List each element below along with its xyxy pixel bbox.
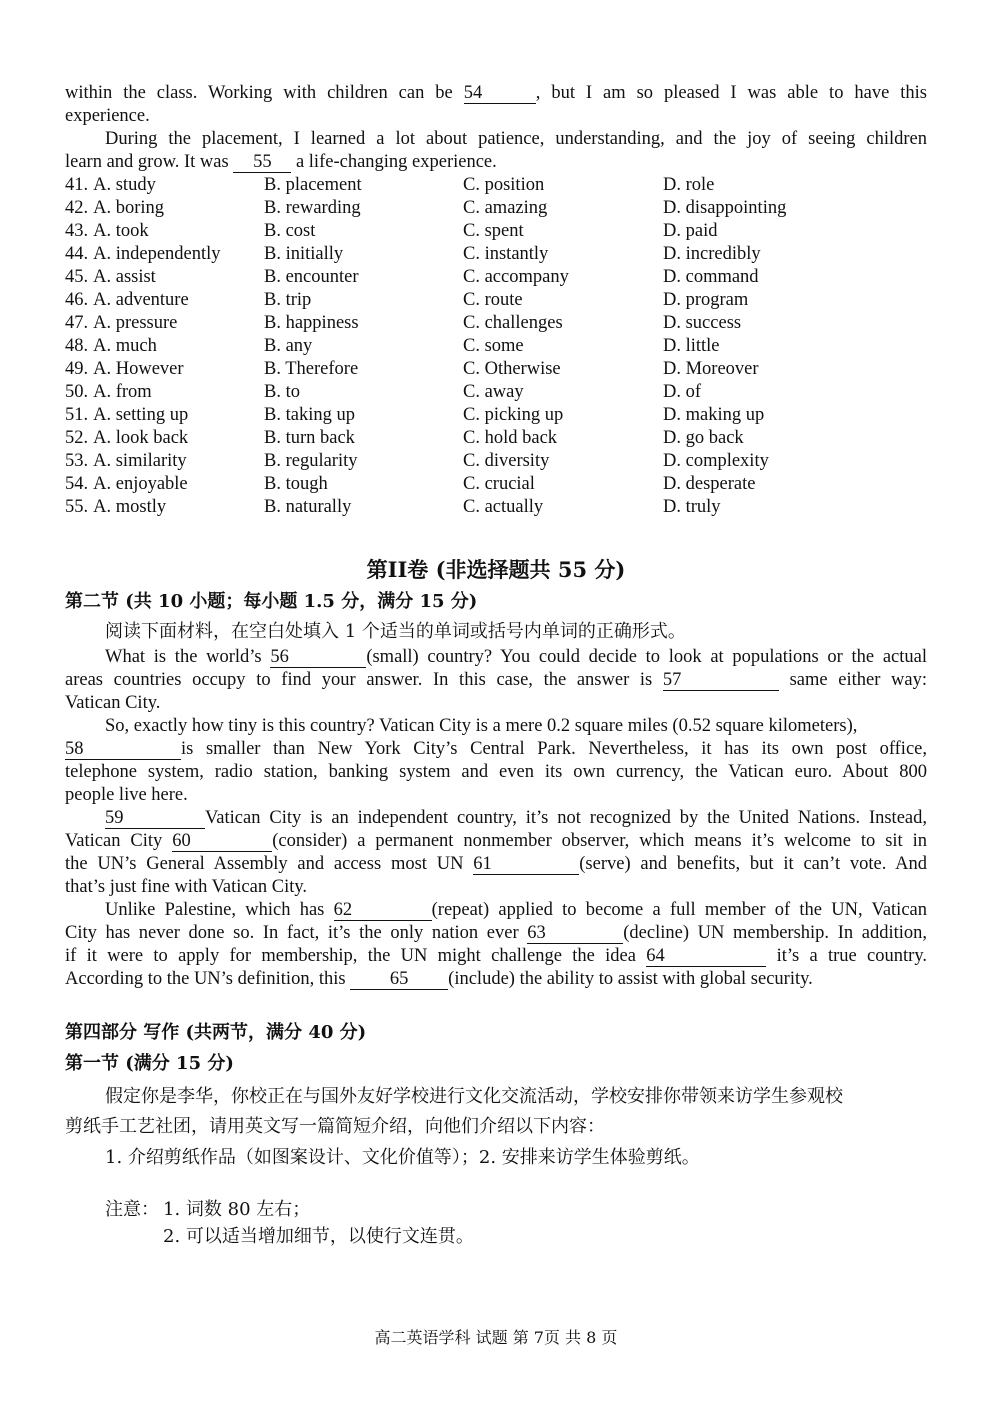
option-row xyxy=(65,450,927,473)
grammar-p4-line-4 xyxy=(65,968,927,991)
option-c: C. hold back xyxy=(463,428,558,448)
option-b: B. any xyxy=(264,336,313,356)
option-a-text: A. enjoyable xyxy=(93,474,188,494)
text-segment: the UN’s General Assembly and access most UN xyxy=(65,854,464,874)
option-row xyxy=(65,220,927,243)
option-d: D. disappointing xyxy=(663,198,787,218)
blank-57: 57 xyxy=(663,671,779,691)
option-d: D. paid xyxy=(663,221,718,241)
option-c: C. actually xyxy=(463,497,544,517)
option-d: D. program xyxy=(663,290,749,310)
text-segment: areas countries occupy to find your answer. In this case, the answer is xyxy=(65,670,653,690)
question-number: 54. xyxy=(65,474,89,494)
option-d: D. complexity xyxy=(663,451,769,471)
note-label: 注意： xyxy=(105,1199,159,1220)
text-segment: , but I am so pleased I was able to have this xyxy=(535,83,928,103)
grammar-p3-line-2 xyxy=(65,830,927,853)
option-a xyxy=(65,243,221,266)
text-segment: a life-changing experience. xyxy=(295,152,497,172)
text-segment: (consider) a permanent nonmember observer, which means it’s welcome to sit in xyxy=(272,831,928,851)
option-b: B. cost xyxy=(264,221,316,241)
option-a-text: A. from xyxy=(93,382,152,402)
blank-60: 60 xyxy=(172,832,272,852)
option-c: C. amazing xyxy=(463,198,548,218)
option-a-text: A. took xyxy=(93,221,149,241)
option-a-text: A. adventure xyxy=(93,290,189,310)
grammar-p2-line-4: people live here. xyxy=(65,785,188,805)
option-row xyxy=(65,496,927,519)
option-a-text: A. much xyxy=(93,336,157,356)
option-c: C. instantly xyxy=(463,244,549,264)
section2-heading: 第二节 (共 10 小题；每小题 1.5 分，满分 15 分) xyxy=(65,591,478,612)
option-b: B. encounter xyxy=(264,267,359,287)
option-row xyxy=(65,404,927,427)
option-d: D. little xyxy=(663,336,720,356)
option-a-text: A. However xyxy=(93,359,184,379)
text-segment: What is the world’s xyxy=(105,647,262,667)
option-a-text: A. study xyxy=(93,175,156,195)
option-b: B. turn back xyxy=(264,428,355,448)
option-d: D. Moreover xyxy=(663,359,759,379)
blank-63: 63 xyxy=(527,924,623,944)
option-a-text: A. boring xyxy=(93,198,165,218)
option-a xyxy=(65,312,177,335)
option-c: C. accompany xyxy=(463,267,569,287)
text-segment: According to the UN’s definition, this xyxy=(65,969,346,989)
grammar-p3-line-3 xyxy=(65,853,927,876)
blank-54: 54 xyxy=(464,84,536,104)
grammar-p4-line-3 xyxy=(65,945,927,968)
option-b: B. placement xyxy=(264,175,362,195)
option-b: B. to xyxy=(264,382,300,402)
cloze-line-3: During the placement, I learned a lot about patience, understanding, and the joy of seeing children xyxy=(105,129,927,149)
option-a xyxy=(65,266,156,289)
grammar-p2-line-2 xyxy=(65,738,927,761)
option-c: C. route xyxy=(463,290,523,310)
option-a-text: A. mostly xyxy=(93,497,167,517)
text-segment: (small) country? You could decide to look at populations or the actual xyxy=(366,647,927,667)
question-number: 45. xyxy=(65,267,89,287)
text-segment: is smaller than New York City’s Central Park. Nevertheless, it has its own post office, xyxy=(181,739,927,759)
grammar-p2-line-3: telephone system, radio station, banking system and even its own currency, the Vatican euro. About 800 xyxy=(65,762,927,782)
cloze-line-1 xyxy=(65,82,927,105)
question-number: 44. xyxy=(65,244,89,264)
option-a-text: A. similarity xyxy=(93,451,187,471)
writing-prompt-line-1: 假定你是李华，你校正在与国外友好学校进行文化交流活动，学校安排你带领来访学生参观校 xyxy=(105,1086,843,1107)
grammar-p4-line-1 xyxy=(105,899,927,922)
option-row xyxy=(65,289,927,312)
text-segment: learn and grow. It was xyxy=(65,152,229,172)
question-number: 51. xyxy=(65,405,89,425)
option-a xyxy=(65,450,187,473)
text-segment: (repeat) applied to become a full member of the UN, Vatican xyxy=(431,900,927,920)
option-b: B. naturally xyxy=(264,497,352,517)
option-b: B. happiness xyxy=(264,313,359,333)
option-row xyxy=(65,243,927,266)
option-d: D. of xyxy=(663,382,702,402)
option-d: D. making up xyxy=(663,405,765,425)
option-c: C. away xyxy=(463,382,524,402)
option-b: B. Therefore xyxy=(264,359,359,379)
option-d: D. success xyxy=(663,313,742,333)
grammar-p1-line-1 xyxy=(105,646,927,669)
option-c: C. some xyxy=(463,336,524,356)
question-number: 47. xyxy=(65,313,89,333)
blank-65: 65 xyxy=(350,970,448,990)
option-c: C. spent xyxy=(463,221,524,241)
option-row xyxy=(65,174,927,197)
blank-64: 64 xyxy=(646,947,766,967)
note-item-1: 1. 词数 80 左右； xyxy=(163,1199,311,1220)
option-d: D. truly xyxy=(663,497,721,517)
option-a-text: A. look back xyxy=(93,428,189,448)
grammar-p2-line-1: So, exactly how tiny is this country? Vatican City is a mere 0.2 square miles (0.52 square kilometers), xyxy=(105,716,858,736)
option-c: C. challenges xyxy=(463,313,563,333)
option-a xyxy=(65,381,152,404)
option-a xyxy=(65,496,166,519)
option-d: D. role xyxy=(663,175,715,195)
grammar-p4-line-2 xyxy=(65,922,927,945)
text-segment: if it were to apply for membership, the UN might challenge the idea xyxy=(65,946,636,966)
option-c: C. position xyxy=(463,175,545,195)
option-c: C. picking up xyxy=(463,405,564,425)
blank-59: 59 xyxy=(105,809,205,829)
cloze-line-4 xyxy=(65,151,927,174)
blank-62: 62 xyxy=(334,901,432,921)
grammar-p1-line-3: Vatican City. xyxy=(65,693,161,713)
question-number: 42. xyxy=(65,198,89,218)
writing-prompt-line-3: 1. 介绍剪纸作品（如图案设计、文化价值等）；2. 安排来访学生体验剪纸。 xyxy=(105,1147,700,1168)
question-number: 41. xyxy=(65,175,89,195)
option-row xyxy=(65,358,927,381)
option-a-text: A. assist xyxy=(93,267,156,287)
option-c: C. Otherwise xyxy=(463,359,561,379)
option-a xyxy=(65,197,164,220)
option-a xyxy=(65,404,188,427)
text-segment: Vatican City xyxy=(65,831,163,851)
option-a-text: A. pressure xyxy=(93,313,178,333)
option-b: B. tough xyxy=(264,474,328,494)
text-segment: (decline) UN membership. In addition, xyxy=(623,923,927,943)
option-row xyxy=(65,427,927,450)
text-segment: Unlike Palestine, which has xyxy=(105,900,325,920)
option-row xyxy=(65,312,927,335)
option-b: B. taking up xyxy=(264,405,355,425)
text-segment: (serve) and benefits, but it can’t vote. And xyxy=(579,854,927,874)
text-segment: (include) the ability to assist with global security. xyxy=(448,969,813,989)
text-segment: City has never done so. In fact, it’s the only nation ever xyxy=(65,923,519,943)
grammar-p1-line-2 xyxy=(65,669,927,692)
option-d: D. incredibly xyxy=(663,244,761,264)
question-number: 50. xyxy=(65,382,89,402)
option-a-text: A. independently xyxy=(93,244,221,264)
blank-58: 58 xyxy=(65,740,181,760)
option-row xyxy=(65,335,927,358)
option-a xyxy=(65,289,189,312)
part2-title: 第II卷 (非选择题共 55 分) xyxy=(366,557,626,582)
question-number: 48. xyxy=(65,336,89,356)
option-b: B. trip xyxy=(264,290,312,310)
blank-56: 56 xyxy=(270,648,366,668)
question-number: 46. xyxy=(65,290,89,310)
grammar-p3-line-1 xyxy=(105,807,927,830)
option-row xyxy=(65,266,927,289)
question-number: 43. xyxy=(65,221,89,241)
option-d: D. command xyxy=(663,267,759,287)
option-a xyxy=(65,335,157,358)
cloze-line-2: experience. xyxy=(65,106,150,126)
part4-heading: 第四部分 写作 (共两节，满分 40 分) xyxy=(65,1022,367,1043)
instruction-text: 阅读下面材料，在空白处填入 1 个适当的单词或括号内单词的正确形式。 xyxy=(105,621,686,642)
option-c: C. crucial xyxy=(463,474,535,494)
note-item-2: 2. 可以适当增加细节，以使行文连贯。 xyxy=(163,1226,474,1247)
option-a xyxy=(65,174,156,197)
grammar-p3-line-4: that’s just fine with Vatican City. xyxy=(65,877,308,897)
blank-61: 61 xyxy=(473,855,579,875)
option-row xyxy=(65,197,927,220)
page-footer: 高二英语学科 试题 第 7页 共 8 页 xyxy=(374,1328,618,1347)
option-a xyxy=(65,358,184,381)
option-d: D. go back xyxy=(663,428,744,448)
option-c: C. diversity xyxy=(463,451,550,471)
blank-55: 55 xyxy=(233,153,291,173)
option-a xyxy=(65,473,188,496)
text-segment: within the class. Working with children can be xyxy=(65,83,453,103)
question-number: 52. xyxy=(65,428,89,448)
option-b: B. initially xyxy=(264,244,344,264)
option-a-text: A. setting up xyxy=(93,405,189,425)
question-number: 55. xyxy=(65,497,89,517)
writing-prompt-line-2: 剪纸手工艺社团，请用英文写一篇简短介绍，向他们介绍以下内容： xyxy=(65,1116,605,1137)
option-a xyxy=(65,220,149,243)
text-segment: same either way: xyxy=(789,670,928,690)
option-row xyxy=(65,381,927,404)
question-number: 49. xyxy=(65,359,89,379)
option-b: B. regularity xyxy=(264,451,358,471)
text-segment: Vatican City is an independent country, it’s not recognized by the United Nations. Instead, xyxy=(205,808,927,828)
option-b: B. rewarding xyxy=(264,198,361,218)
option-d: D. desperate xyxy=(663,474,756,494)
question-number: 53. xyxy=(65,451,89,471)
option-row xyxy=(65,473,927,496)
option-a xyxy=(65,427,188,450)
writing-section1-heading: 第一节 (满分 15 分) xyxy=(65,1053,234,1074)
text-segment: it’s a true country. xyxy=(776,946,927,966)
